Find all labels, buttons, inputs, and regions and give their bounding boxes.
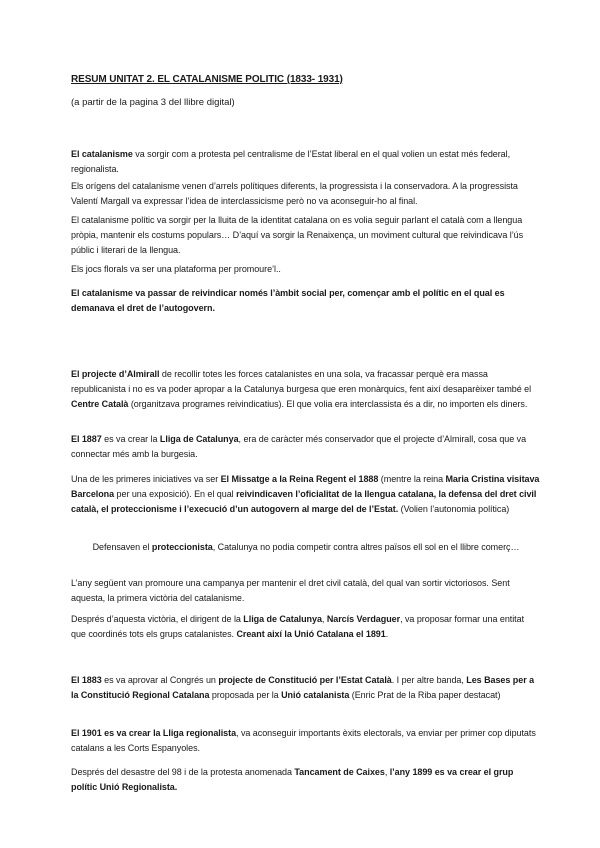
paragraph-9: Defensaven el proteccionista, Catalunya no podia competir contra altres països ell sol en el llibre comerç…	[92, 542, 520, 552]
paragraph-2: Els orígens del catalanisme venen d’arrels polítiques diferents, la progressista i la conservadora. A la progressista Valentí Margall va expressar l’idea de interclassicisme però no va aconseguir-ho al final.	[71, 181, 518, 206]
paragraph-6: El projecte d’Almirall de recollir totes les forces catalanistes en una sola, va fracassar perquè era massa republicanista i no es va poder apropar a la Catalunya burgesa que eren monàrquics, fent així desaparèixer també el Centre Català (organitzava programes reivindicatius). El que volia era interclassista és a dir, no importen els diners.	[71, 369, 532, 409]
paragraph-4: Els jocs florals va ser una plataforma per promoure’l..	[71, 264, 281, 274]
paragraph-10: L’any següent van promoure una campanya per mantenir el dret civil català, del qual van sortir victoriosos. Sent aquesta, la primera victòria del catalanisme.	[71, 578, 510, 603]
paragraph-1: El catalanisme va sorgir com a protesta pel centralisme de l’Estat liberal en el qual volien un estat més federal, regionalista.	[71, 149, 511, 174]
paragraph-12: El 1883 es va aprovar al Congrés un projecte de Constitució per l’Estat Català. I per altre banda, Les Bases per a la Constitució Regional Catalana proposada per la Unió catalanista (Enric Prat de la Riba paper destacat)	[71, 675, 535, 700]
paragraph-11: Després d’aquesta victòria, el dirigent de la Lliga de Catalunya, Narcís Verdaguer, va proposar formar una entitat que coordinés tots els grups catalanistes. Creant així la Unió Catalana el 1891.	[71, 614, 525, 639]
paragraph-5: El catalanisme va passar de reivindicar només l’àmbit social per, començar amb el polític en el qual es demanava el dret de l’autogovern.	[71, 288, 505, 313]
paragraph-8: Una de les primeres iniciatives va ser El Missatge a la Reina Regent el 1888 (mentre la reina Maria Cristina visitava Barcelona per una exposició). En el qual reivindicaven l’oficialitat de la llengua catalana, la defensa del dret civil català, el proteccionisme i l’execució d’un autogovern al marge del de l’Estat. (Volien l’autonomia política)	[71, 474, 540, 514]
document-title: RESUM UNITAT 2. EL CATALANISME POLITIC (1833- 1931)	[71, 74, 343, 85]
document-subtitle: (a partir de la pagina 3 del llibre digital)	[71, 97, 235, 108]
paragraph-13: El 1901 es va crear la Lliga regionalista, va aconseguir importants èxits electorals, va enviar per primer cop diputats catalans a les Corts Espanyoles.	[71, 728, 536, 753]
paragraph-7: El 1887 es va crear la Lliga de Catalunya, era de caràcter més conservador que el projecte d’Almirall, cosa que va connectar més amb la burgesia.	[71, 434, 527, 459]
paragraph-14: Després del desastre del 98 i de la protesta anomenada Tancament de Caixes, l’any 1899 es va crear el grup polític Unió Regionalista.	[71, 767, 514, 792]
paragraph-3: El catalanisme polític va sorgir per la lluita de la identitat catalana on es volia seguir parlant el català com a llengua pròpia, mantenir els costums populars… D’aquí va sorgir la Renaixença, un moviment cultural que reivindicava l’ús públic i literari de la llengua.	[71, 215, 524, 255]
